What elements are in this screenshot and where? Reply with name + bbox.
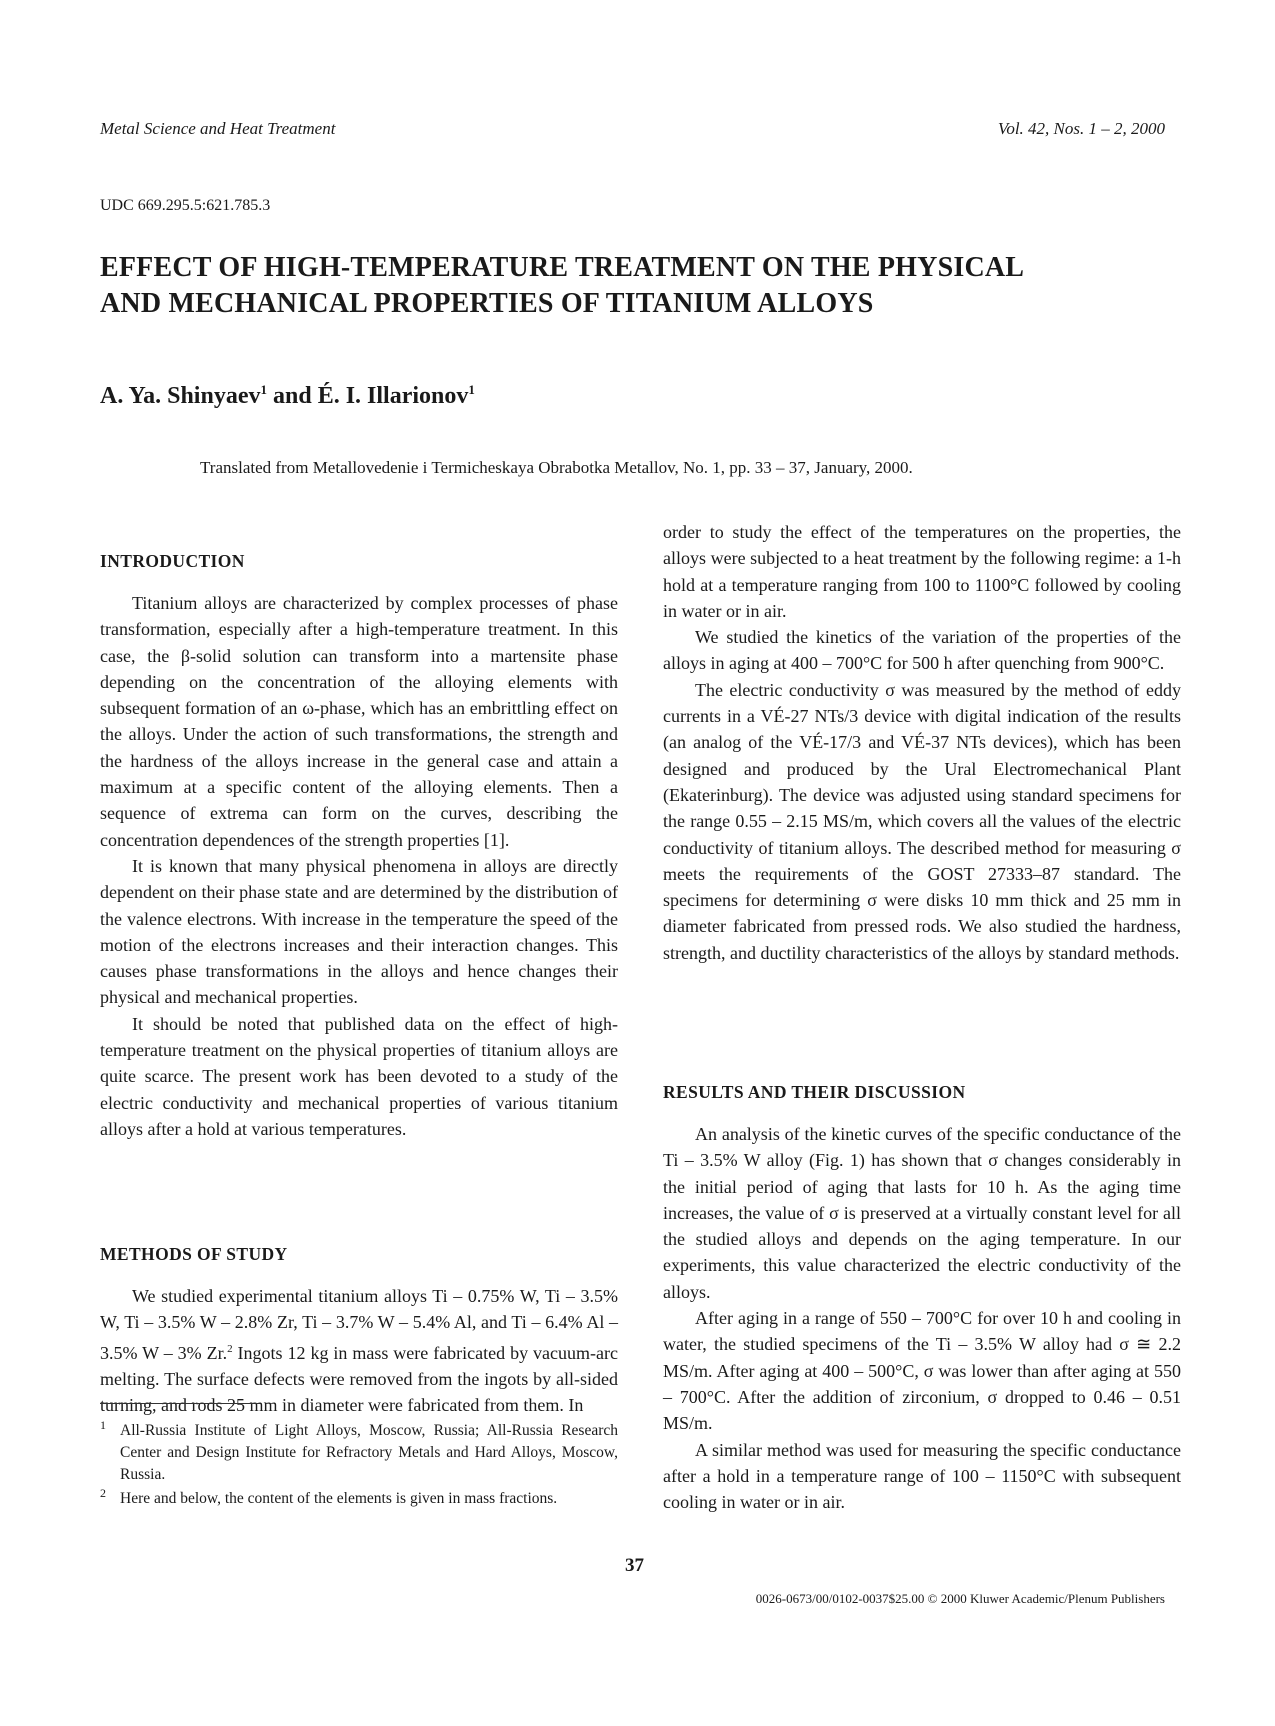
footnote-2 [100,1488,618,1510]
paragraph: A similar method was used for measuring the specific conductance after a hold in a temperature range of 100 – 1150°C with subsequent cooling in water or in air. [663,1439,1181,1513]
paragraph: We studied the kinetics of the variation of the properties of the alloys in aging at 400 – 700°C for 500 h after quenching from 900°C. [663,627,1181,674]
udc-code: UDC 669.295.5:621.785.3 [100,197,271,214]
paper-title-line-1: EFFECT OF HIGH-TEMPERATURE TREATMENT ON THE PHYSICAL [100,252,1025,283]
footnote-mark: 1 [100,1418,106,1432]
methods-text-part-2: Ingots 12 kg in mass were fabricated by vacuum-arc melting. The surface defects were removed from the ingots by all-sided turning, and rods 25 mm in diameter were fabricated from them. In [100,1342,618,1416]
footnote-text: All-Russia Institute of Light Alloys, Moscow, Russia; All-Russia Research Center and Design Institute for Refractory Metals and Hard Alloys, Moscow, Russia. [120,1422,618,1483]
footnote-divider [100,1403,260,1404]
footnote-mark: 2 [100,1486,106,1500]
paragraph: After aging in a range of 550 – 700°C for over 10 h and cooling in water, the studied specimens of the Ti – 3.5% W alloy had σ ≅ 2.2 MS/m. After aging at 400 – 500°C, σ was lower than after aging at 550 – 700°C. After the addition of zirconium, σ dropped to 0.46 – 0.51 MS/m. [663,1308,1181,1434]
page-number: 37 [625,1555,644,1576]
copyright-line: 0026-0673/00/0102-0037$25.00 © 2000 Kluwer Academic/Plenum Publishers [755,1591,1165,1606]
section-heading-introduction: INTRODUCTION [100,551,245,571]
author-1-affiliation-mark: 1 [260,382,267,397]
paragraph: Titanium alloys are characterized by complex processes of phase transformation, especially after a high-temperature treatment. In this case, the β-solid solution can transform into a martensite phase depending on the concentration of the alloying elements with subsequent formation of an ω-phase, which has an embrittling effect on the alloys. Under the action of such transformations, the strength and the hardness of the alloys increase in the general case and attain a maximum at a specific content of the alloying elements. Then a sequence of extrema can form on the curves, describing the concentration dependences of the strength properties [1]. [100,593,618,850]
methods-text-continued [663,519,1181,966]
journal-name: Metal Science and Heat Treatment [100,119,336,138]
methods-text-part-1: We studied experimental titanium alloys Ti – 0.75% W, Ti – 3.5% W, Ti – 3.5% W – 2.8% Zr, Ti – 3.7% W – 5.4% Al, and Ti – 6.4% Al – 3.5% W – 3% Zr. [100,1286,618,1363]
paper-title [100,250,1180,322]
methods-text [100,1283,618,1418]
translation-note: Translated from Metallovedenie i Termicheskaya Obrabotka Metallov, No. 1, pp. 33 – 37, January, 2000. [200,458,913,477]
author-2-affiliation-mark: 1 [468,382,475,397]
author-1: A. Ya. Shinyaev [100,383,261,409]
footnote-reference: 2 [227,1342,233,1355]
paragraph: An analysis of the kinetic curves of the specific conductance of the Ti – 3.5% W alloy (Fig. 1) has shown that σ changes considerably in the initial period of aging that lasts for 10 h. As the aging time increases, the value of σ is preserved at a virtually constant level for all the studied alloys and depends on the aging temperature. In our experiments, this value characterized the electric conductivity of the alloys. [663,1124,1181,1302]
paragraph: The electric conductivity σ was measured by the method of eddy currents in a VÉ-27 NTs/3 device with digital indication of the results (an analog of the VÉ-17/3 and VÉ-37 NTs devices), which has been designed and produced by the Ural Electromechanical Plant (Ekaterinburg). The device was adjusted using standard specimens for the range 0.55 – 2.15 MS/m, which covers all the values of the electric conductivity of titanium alloys. The described method for measuring σ meets the requirements of the GOST 27333–87 standard. The specimens for determining σ were disks 10 mm thick and 25 mm in diameter fabricated from pressed rods. We also studied the hardness, strength, and ductility characteristics of the alloys by standard methods. [663,679,1181,963]
author-separator: and [266,383,318,409]
footnote-text: Here and below, the content of the elements is given in mass fractions. [120,1490,558,1507]
paragraph: order to study the effect of the temperatures on the properties, the alloys were subjected to a heat treatment by the following regime: a 1-h hold at a temperature ranging from 100 to 1100°C followed by cooling in water or in air. [663,522,1181,621]
authors [100,382,475,410]
results-text [663,1121,1181,1515]
author-2: É. I. Illarionov [317,383,469,409]
introduction-text [100,590,618,1142]
footnote-1 [100,1420,618,1486]
section-heading-results: RESULTS AND THEIR DISCUSSION [663,1082,966,1102]
section-heading-methods: METHODS OF STUDY [100,1244,288,1264]
paragraph: It should be noted that published data on the effect of high-temperature treatment on the physical properties of titanium alloys are quite scarce. The present work has been devoted to a study of the electric conductivity and mechanical properties of various titanium alloys after a hold at various temperatures. [100,1013,618,1139]
paragraph: It is known that many physical phenomena in alloys are directly dependent on their phase state and are determined by the distribution of the valence electrons. With increase in the temperature the speed of the motion of the electrons increases and their interaction changes. This causes phase transformations in the alloys and hence changes their physical and mechanical properties. [100,855,618,1008]
volume-info: Vol. 42, Nos. 1 – 2, 2000 [997,119,1165,138]
footnotes [100,1420,618,1512]
paragraph [100,1283,618,1418]
paper-title-line-2: AND MECHANICAL PROPERTIES OF TITANIUM ALLOYS [100,288,874,319]
